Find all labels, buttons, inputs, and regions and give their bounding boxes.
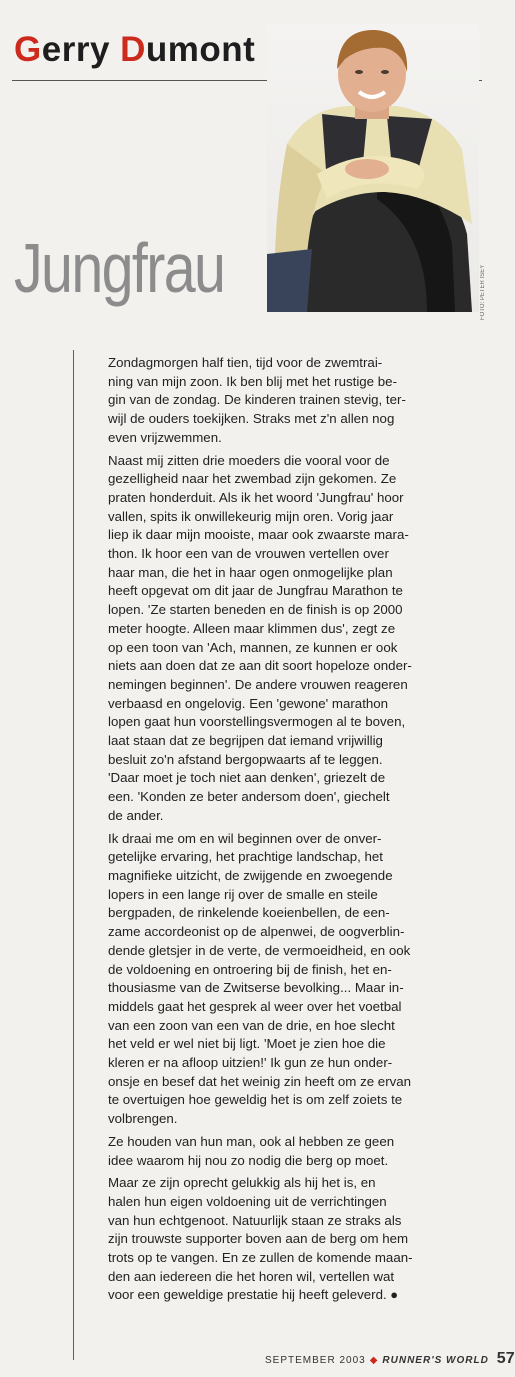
column-rule [73,350,74,1360]
article-line: te overtuigen hoe geweldig het is om zelf zoiets te [108,1092,403,1108]
article-line: het veld er wel niet bij ligt. 'Moet je zien hoe die [108,1036,386,1052]
author-photo [267,24,479,312]
headline: Jungfrau [14,229,225,307]
author-name [14,30,255,70]
author-last-rest: umont [145,30,256,69]
footer-issue: SEPTEMBER 2003 [265,1355,366,1366]
article-line: Naast mij zitten drie moeders die vooral voor de [108,452,390,468]
article-line: Ze houden van hun man, ook al hebben ze geen [108,1133,395,1149]
article-paragraph [108,830,460,1129]
article-line: heeft opgevat om dit jaar de Jungfrau Marathon te [108,583,403,599]
article-line: zijn trouwste supporter boven aan de berg om hem [108,1231,409,1247]
article-line: thon. Ik hoor een van de vrouwen vertellen over [108,546,389,562]
author-first-initial: G [14,30,42,69]
footer-magazine: RUNNER'S WORLD [382,1355,489,1366]
article-paragraph [108,452,460,826]
article-line: gezelligheid naar het zwembad zijn gekomen. Ze [108,471,397,487]
article-line: de voldoening en ontroering bij de finish, het en- [108,961,392,977]
article-paragraph [108,1174,460,1305]
article-line: volbrengen. [108,1111,178,1127]
article-line: praten honderduit. Als ik het woord 'Jungfrau' hoor [108,489,404,505]
article-line: een. 'Konden ze beter andersom doen', giechelt [108,789,390,805]
page-footer [265,1350,515,1368]
article-line: zame accordeonist op de alpenwei, de oogverblin- [108,924,405,940]
article-line: op een toon van 'Ach, mannen, ze kunnen er ook [108,639,398,655]
page-number: 57 [496,1350,515,1367]
article-line: niets aan doen dat ze aan dit soort hopeloze onder- [108,658,412,674]
photo-credit: FOTO: PETER ISEY [480,264,486,320]
article-line: idee waarom hij nou zo nodig die berg op moet. [108,1152,389,1168]
article-line: halen hun eigen voldoening uit de verrichtingen [108,1193,387,1209]
article-line: Ik draai me om en wil beginnen over de onver- [108,830,382,846]
article-line: vallen, spits ik onwillekeurig mijn oren. Vorig jaar [108,508,394,524]
article-line: 'Daar moet je toch niet aan denken', griezelt de [108,770,386,786]
article-line: laat staan dat ze begrijpen dat iemand vrijwillig [108,733,383,749]
author-first-rest: erry [41,30,121,69]
article-line: lopen gaat hun voorstellingsvermogen al te boven, [108,714,406,730]
article-line: lopers in een lange rij over de smalle en steile [108,886,378,902]
end-mark-icon: ● [386,1287,399,1303]
article-paragraph [108,1133,460,1170]
article-line: kleren er na afloop uitzien!' Ik gun ze hun onder- [108,1055,393,1071]
article-line: haar man, die het in haar ogen onmogelijke plan [108,564,393,580]
article-line: den aan iedereen die het horen wil, vertellen wat [108,1268,395,1284]
article-body [108,354,460,1305]
article-line: dende gletsjer in de verte, de vermoeidheid, en ook [108,942,411,958]
article-line: onsje en besef dat het weinig zin heeft om ze ervan [108,1073,412,1089]
article-line: lopen. 'Ze starten beneden en de finish is op 2000 [108,602,403,618]
article-line: van hun echtgenoot. Natuurlijk staan ze straks als [108,1212,402,1228]
article-line: Zondagmorgen half tien, tijd voor de zwemtrai- [108,355,383,370]
article-paragraph [108,354,460,448]
article-line: middels gaat het gesprek al weer over het voetbal [108,998,402,1014]
article-line: gin van de zondag. De kinderen trainen stevig, ter- [108,392,406,408]
article-line: liep ik daar mijn mooiste, maar ook zwaarste mara- [108,527,409,543]
article-line: van een zoon van een van de drie, en hoe slecht [108,1017,395,1033]
article-line: Maar ze zijn oprecht gelukkig als hij het is, en [108,1175,376,1191]
article-line: even vrijzwemmen. [108,429,222,445]
article-line: meter hoogte. Alleen maar klimmen dus', zegt ze [108,620,396,636]
article-line: thousiasme van de Zwitserse bevolking... Maar in- [108,980,404,996]
article-line: ning van mijn zoon. Ik ben blij met het rustige be- [108,373,397,389]
footer-separator-icon: ◆ [369,1355,379,1366]
author-portrait-illustration [267,24,479,312]
article-line: getelijke ervaring, het prachtige landschap, het [108,849,383,865]
article-line: bergpaden, de rinkelende koeienbellen, de een- [108,905,390,921]
article-line: verbaasd en ongelovig. Een 'gewone' marathon [108,695,389,711]
article-line: nemingen beginnen'. De andere vrouwen reageren [108,676,408,692]
article-line: trots op te vangen. En ze zullen de komende maan- [108,1250,413,1266]
article-line: voor een geweldige prestatie hij heeft geleverd. ● [108,1287,399,1303]
author-last-initial: D [120,30,146,69]
article-line: besluit zo'n afstand bergopwaarts af te leggen. [108,751,383,767]
article-line: wijl de ouders toekijken. Straks met z'n allen nog [108,411,395,427]
article-line: de ander. [108,807,164,823]
article-line: magnifieke uitzicht, de zwijgende en zwoegende [108,867,393,883]
